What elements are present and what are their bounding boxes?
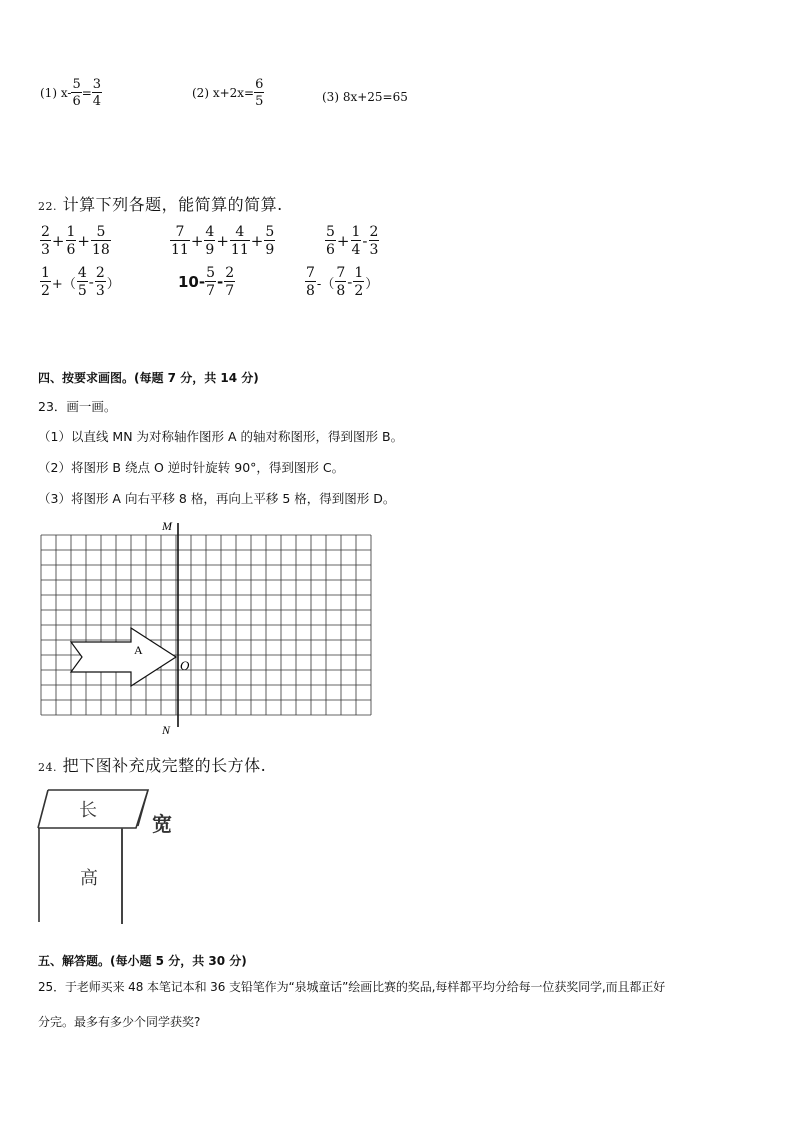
question-title: 计算下列各题，能简算的简算. xyxy=(62,195,283,214)
question-25-line-1: 25．于老师买来 48 本笔记本和 36 支铅笔作为“泉城童话”绘画比赛的奖品,每样都平均分给每一位获奖同学,而且都正好 xyxy=(38,980,666,994)
q23-item-3: （3）将图形 A 向右平移 8 格，再向上平移 5 格，得到图形 D。 xyxy=(38,491,396,506)
calc-r2-e1: $\frac{1}{2}$ +（ $\frac{4}{5}$ - $\frac{2}{3}$ ） xyxy=(41,265,120,299)
label-o: O xyxy=(180,658,190,673)
question-25-line-2: 分完。最多有多少个同学获奖? xyxy=(38,1015,201,1029)
section-4-title: 四、按要求画图。(每题 7 分，共 14 分) xyxy=(38,371,259,385)
label-height: 高 xyxy=(80,868,98,889)
question-23-title: 23．画一画。 xyxy=(38,399,117,414)
calc-r1-e2: $\frac{7}{11}$ + $\frac{4}{9}$ + $\frac{4}{11}$ + $\frac{5}{9}$ xyxy=(171,224,275,258)
grid-figure xyxy=(30,515,390,740)
fraction: $\frac{3}{4}$ xyxy=(92,77,102,109)
equation-label: (3) xyxy=(322,90,339,104)
label-n: N xyxy=(162,723,171,737)
label-length: 长 xyxy=(79,800,97,821)
equation-text: 8x+25=65 xyxy=(342,90,408,104)
question-title: 把下图补充成完整的长方体. xyxy=(62,756,267,775)
shape-a-arrow xyxy=(71,628,176,686)
label-a: A xyxy=(134,643,143,657)
calc-r2-e2: 10- $\frac{5}{7}$ - $\frac{2}{7}$ xyxy=(178,265,235,299)
fraction: $\frac{6}{5}$ xyxy=(255,77,264,109)
equals-sign: = xyxy=(81,86,92,100)
equation-text: x+2x= xyxy=(212,86,255,100)
calc-r2-e3: $\frac{7}{8}$ -（ $\frac{7}{8}$ - $\frac{1}{2}$ ） xyxy=(306,265,379,299)
label-m: M xyxy=(162,519,172,533)
equation-label: (1) xyxy=(40,86,57,100)
question-number: 24. xyxy=(38,761,57,774)
section-5-title: 五、解答题。(每小题 5 分，共 30 分) xyxy=(38,954,247,968)
q23-item-1: （1）以直线 MN 为对称轴作图形 A 的轴对称图形，得到图形 B。 xyxy=(38,429,404,444)
question-24-heading xyxy=(38,753,266,776)
equation-3 xyxy=(322,90,408,104)
q23-item-2: （2）将图形 B 绕点 O 逆时针旋转 90°，得到图形 C。 xyxy=(38,460,345,475)
calc-r1-e3: $\frac{5}{6}$ + $\frac{1}{4}$ - $\frac{2}{3}$ xyxy=(326,224,379,258)
equation-1 xyxy=(40,78,102,108)
fraction: $\frac{5}{6}$ xyxy=(72,77,81,109)
question-number: 22. xyxy=(38,200,57,213)
grid-lines xyxy=(41,535,371,715)
cuboid-figure xyxy=(34,786,184,928)
equation-label: (2) xyxy=(192,86,209,100)
equation-2 xyxy=(192,78,264,108)
label-width: 宽 xyxy=(152,812,172,836)
equation-text: x- xyxy=(60,86,72,100)
calc-r1-e1: $\frac{2}{3}$ + $\frac{1}{6}$ + $\frac{5}{18}$ xyxy=(41,224,110,258)
question-22-heading xyxy=(38,192,283,215)
